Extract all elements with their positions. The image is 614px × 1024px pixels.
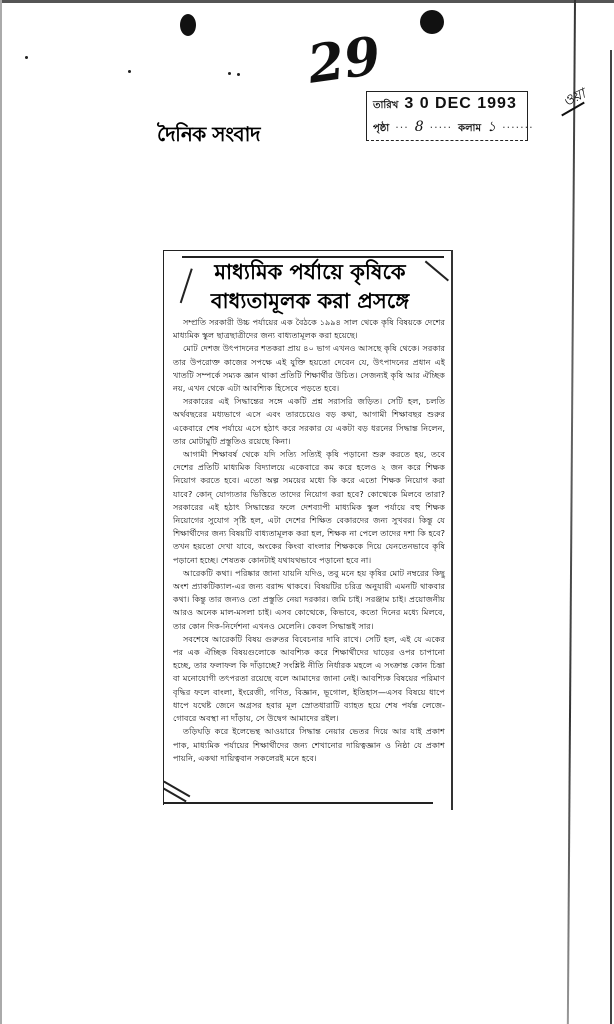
date-value: 3 0 DEC 1993 <box>404 95 517 112</box>
date-stamp <box>366 91 534 141</box>
article-paragraph: সবশেষে আরেকটি বিষয় গুরুতর বিবেচনার দাবি রাখে। সেটি হল, এই যে একের পর এক ঐচ্ছিক বিষয়গুলোকে আবশ্যিক করে শিক্ষার্থীদের ঘাড়ের ওপর চাপানো হচ্ছে, তার ফলাফল কি দাঁড়াচ্ছে? সংশ্লিষ্ট নীতি নির্ধারক মহলে এ সংক্রান্ত কোন চিন্তা বা মনোযোগী তৎপরতা রয়েছে বলে আমাদের জানা নেই। আবশ্যিক বিষয়ের পরিমাণ বৃদ্ধির ফলে বাংলা, ইংরেজী, গণিত, বিজ্ঞান, ভূগোল, ইতিহাস—এসব বিষয়ে ধাপে ধাপে যথেষ্ট জেনে অগ্রসর হবার মূল স্রোতধারাটি ব্যাহত হয়ে শেষ পর্যন্ত লেজে-গোবরে অবস্থা না দাঁড়ায়, সে উদ্বেগ আমাদের রইল। <box>173 633 445 724</box>
article-paragraph: তড়িঘড়ি করে ইলেভেন্থ আওয়ারে সিদ্ধান্ত নেয়ার ভেতর দিয়ে আর যাই প্রকাশ পাক, মাধ্যমিক পর্যায়ের শিক্ষার্থীদের জন্য শেখানোর দায়িত্বজ্ঞান ও নিষ্ঠা যে প্রকাশ পায়নি, একথা দায়িত্ববান সকলেরই মনে হবে। <box>173 726 445 763</box>
article-paragraph: আরেকটি কথা। পরিষ্কার জানা যায়নি যদিও, তবু মনে হয় কৃষির মোট নম্বরের কিছু অংশ প্র্যাকটিক্যাল-এর জন্য বরাদ্দ থাকবে। বিষয়টির চরিত্র অনুযায়ী এমনটি থাকবার কথা। কিন্তু তার জন্যও তো প্রস্তুতি নেয়া দরকার। জমি চাই। সরঞ্জাম চাই। প্রয়োজনীয় আরও অনেক মাল-মসলা চাই। এসব কোত্থেকে, কিভাবে, কতো দিনের মধ্যে মিলবে, তার কোন দিক-নির্দেশনা এখনও মেলেনি। কেবল সিদ্ধান্তই সার। <box>173 567 445 631</box>
dotted-leader: ······· <box>502 121 534 134</box>
speck <box>25 56 28 59</box>
page-fold-line <box>567 0 576 1024</box>
dotted-leader: ··· <box>395 121 409 134</box>
scan-left-edge <box>0 0 2 1024</box>
dotted-leader: ····· <box>429 121 453 134</box>
column-label: কলাম <box>458 123 482 134</box>
punch-hole-mark-left <box>180 14 196 36</box>
article-paragraph: আগামী শিক্ষাবর্ষ থেকে যদি সত্যি সত্যিই কৃষি পড়ানো শুরু করতে হয়, তবে দেশের প্রতিটি মাধ্যমিক বিদ্যালয়ে একেবারে কম করে হলেও ২ জন করে শিক্ষক নিয়োগ করতে হবে। এতো অল্প সময়ের মধ্যে কি করে এতো শিক্ষক নিয়োগ করা যাবে? কোন্ যোগ্যতার ভিত্তিতে তাদের নিয়োগ করা হবে? কোত্থেকে মিলবে তারা? সরকারের এই হঠাৎ সিদ্ধান্তের ফলে দেশব্যাপী মাধ্যমিক স্কুল পর্যায়ে বহু শিক্ষক নিয়োগের সুযোগ সৃষ্টি হল, এটা দেশের শিক্ষিত বেকারদের জন্য সুখবর। কিন্তু যে শিক্ষার্থীদের জন্য বিষয়টি বাধ্যতামূলক করা হল, শিক্ষক না পেলে তাদের দশা কি হবে? তখন হয়তো দেখা যাবে, অংকের কিংবা বাংলার শিক্ষককে দিয়ে যেনতেনভাবে কৃষি পড়ানো হচ্ছে। শেষতক কোনটাই যথাযথভাবে পড়ানো হবে না। <box>173 449 445 565</box>
page-label: পৃষ্ঠা <box>373 123 390 134</box>
article-paragraph: সরকারের এই সিদ্ধান্তের সঙ্গে একটি প্রশ্ন সরাসরি জড়িত। সেটি হল, চলতি অর্থবছরের মধ্যভাগে এসে এবং তারচেয়েও বড় কথা, আগামী শিক্ষাবছর শুরুর একেবারে শেষ পর্যায়ে এসে হঠাৎ করে সরকার যে একটা বড় ধরনের সিদ্ধান্ত নিলেন, তার মোটামুটি প্রস্তুতিও রয়েছে কিনা। <box>173 396 445 446</box>
scan-right-edge <box>610 50 612 1024</box>
article-paragraph: সম্প্রতি সরকারী উচ্চ পর্যায়ের এক বৈঠকে ১৯৯৪ সাল থেকে কৃষি বিষয়কে দেশের মাধ্যমিক স্কুল ছাত্রছাত্রীদের জন্য বাধ্যতামূলক করা হয়েছে। <box>173 317 445 341</box>
column-value: ১ <box>487 119 497 135</box>
article-headline <box>175 258 445 316</box>
headline-line-2: বাধ্যতামূলক করা প্রসঙ্গে <box>210 289 410 313</box>
headline-line-1: মাধ্যমিক পর্যায়ে কৃষিকে <box>214 260 406 284</box>
speck <box>128 70 131 73</box>
clipping-right-edge <box>451 250 453 810</box>
page-value: 8 <box>414 119 424 135</box>
scan-top-edge <box>0 0 614 3</box>
handwritten-initials: ওয়া <box>560 85 588 111</box>
handwritten-page-number: 29 <box>304 25 385 96</box>
article-body <box>173 316 445 765</box>
page-column-row <box>373 115 534 139</box>
speck <box>228 72 231 75</box>
clipping-bottom-edge <box>163 802 433 804</box>
newspaper-name: দৈনিক সংবাদ <box>157 122 260 146</box>
article-paragraph: মোট দেশজ উৎপাদনের শতকরা প্রায় ৪০ ভাগ এখনও আসছে কৃষি থেকে। সরকার তার উপরোক্ত কাজের সপক্ষে এই যুক্তি হয়তো দেবেন যে, উৎপাদনের প্রধান এই খাতটি সম্পর্কে সম্যক জ্ঞান থাকা প্রতিটি শিক্ষার্থীর উচিত। সেজন্যই কৃষি আর ঐচ্ছিক নয়, এখন থেকে এটা আবশ্যিক হিসেবে পড়তে হবে। <box>173 343 445 394</box>
speck <box>237 73 240 76</box>
date-label: তারিখ <box>373 100 399 111</box>
date-row <box>373 95 521 115</box>
punch-hole-mark-right <box>420 10 444 34</box>
